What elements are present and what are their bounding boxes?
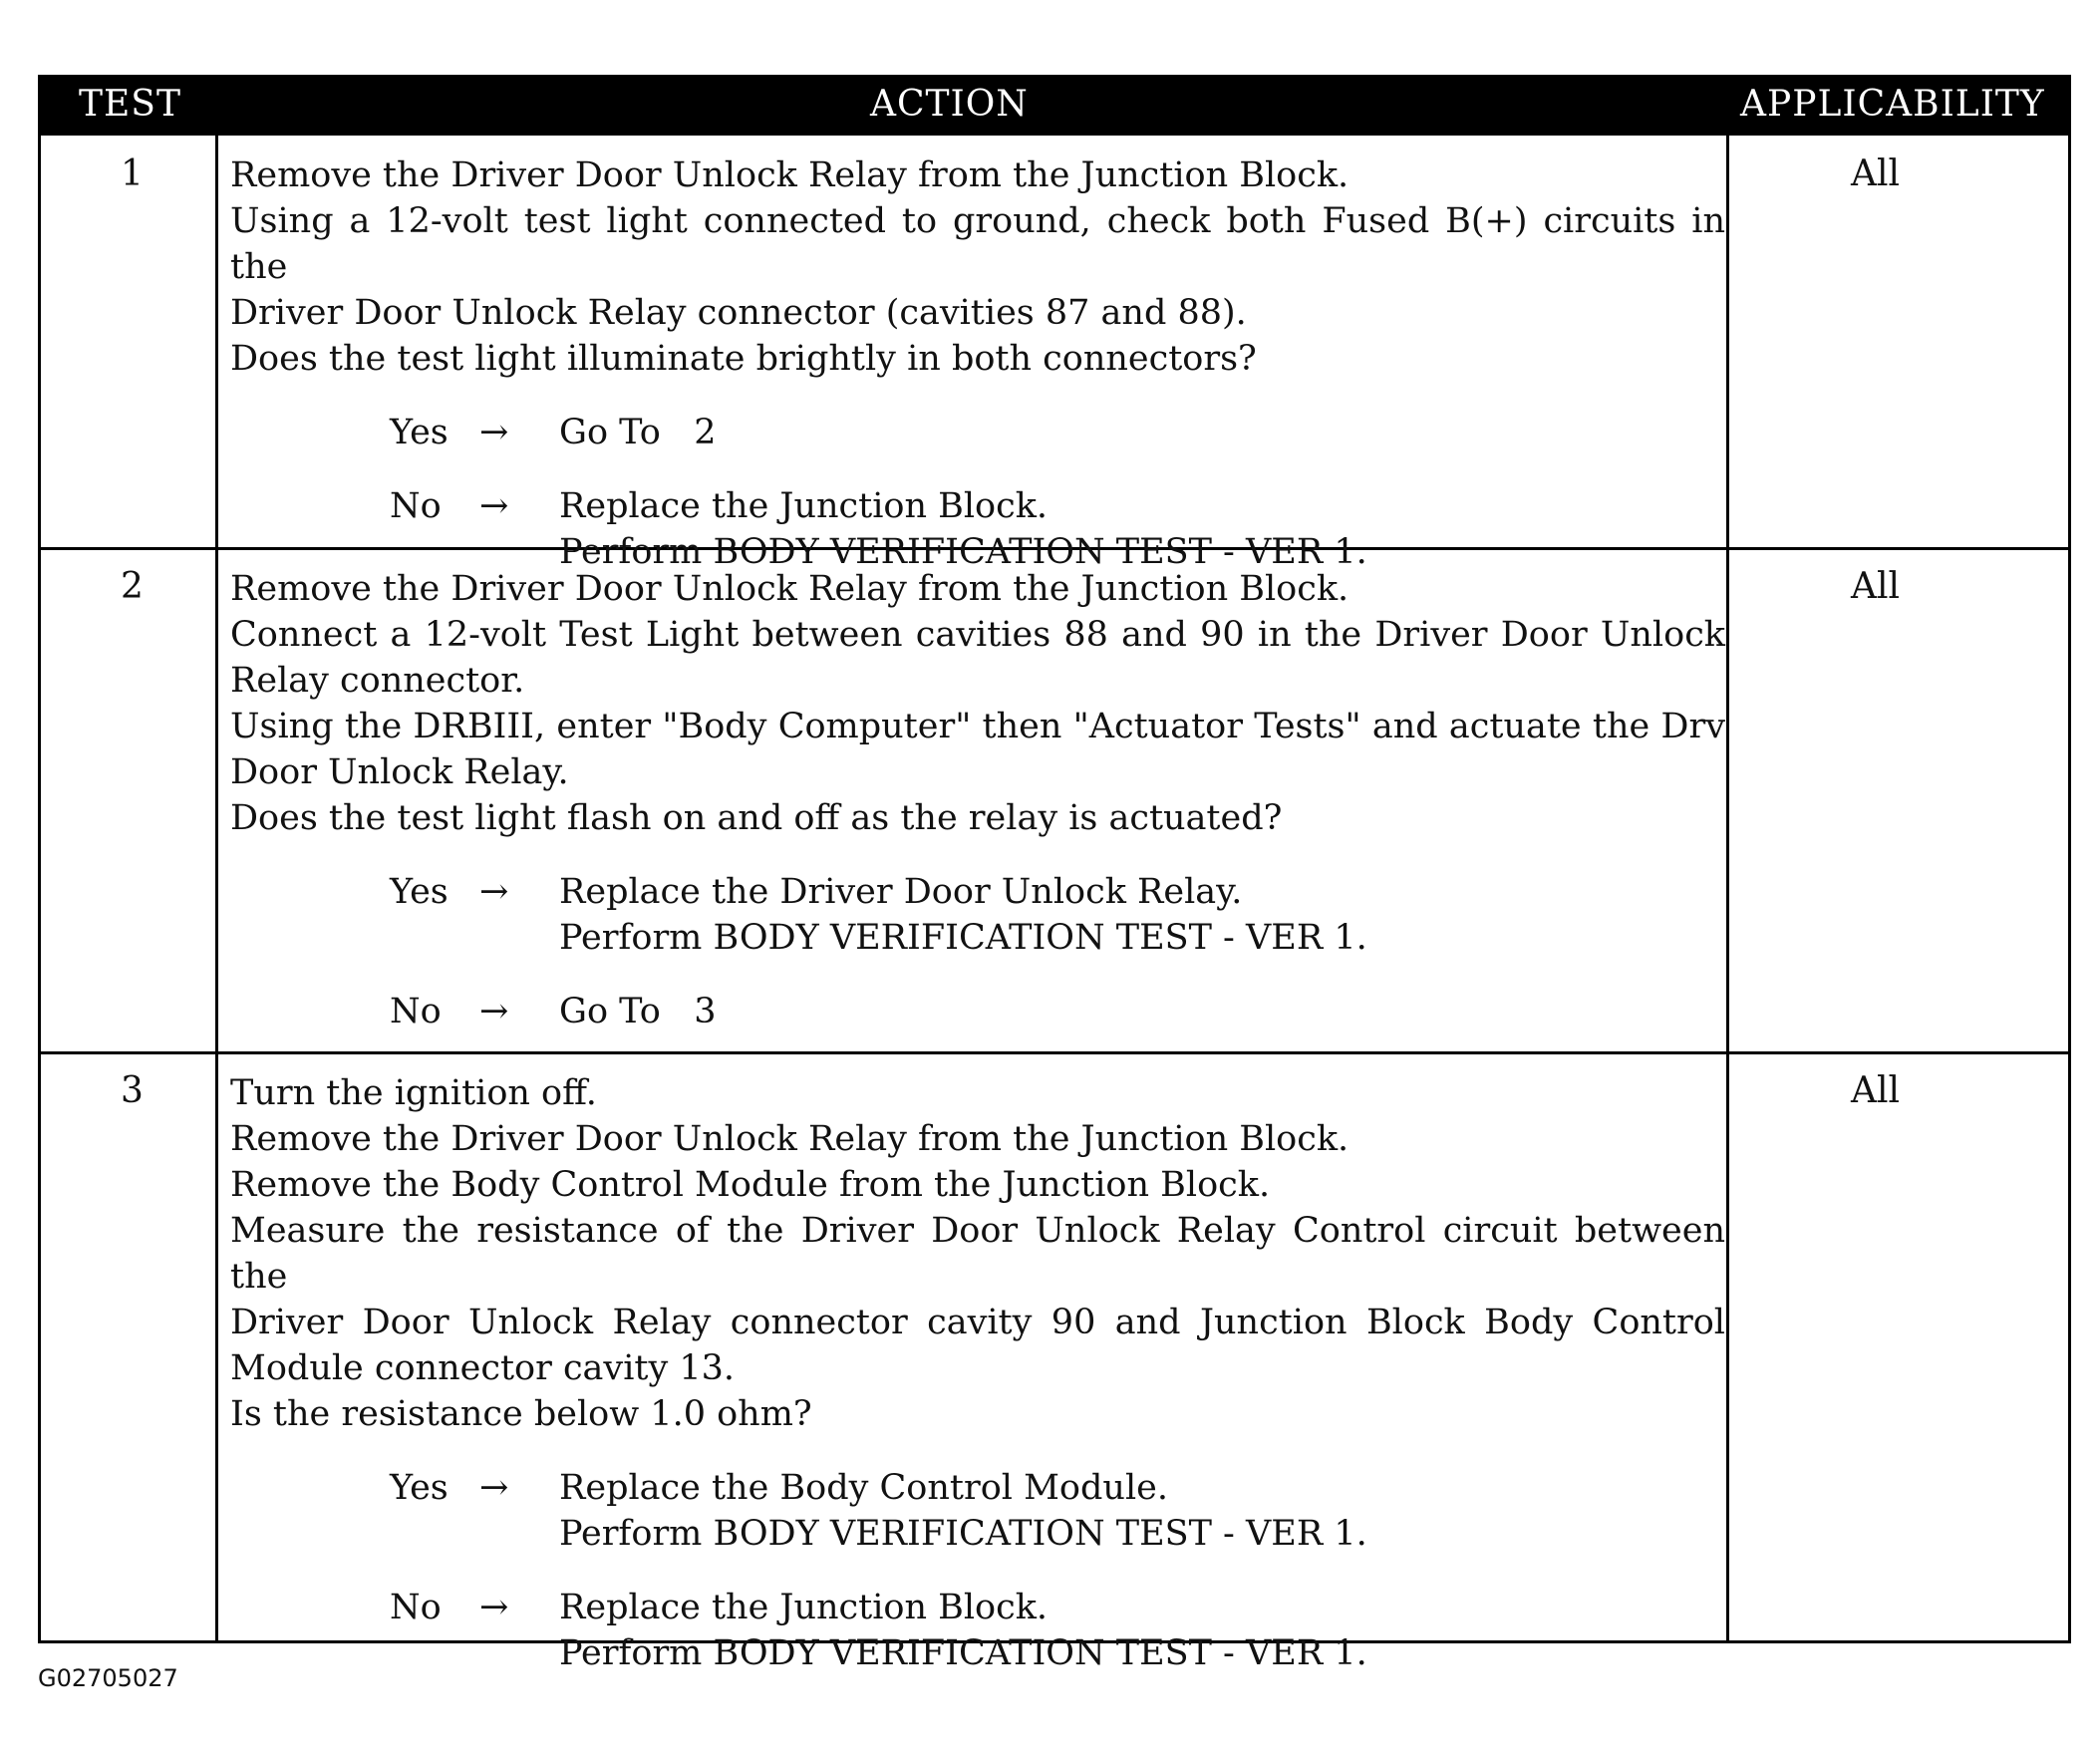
no-result	[559, 1585, 1367, 1676]
no-label: No	[390, 1588, 442, 1627]
yes-result	[559, 1465, 1367, 1557]
arrow-right-icon: →	[479, 486, 509, 526]
action-line: Measure the resistance of the Driver Door Unlock Relay Control circuit between the	[230, 1211, 1725, 1297]
figure-id: G02705027	[38, 1664, 178, 1692]
header-action: ACTION	[870, 84, 1029, 125]
result-line: Replace the Junction Block.	[559, 1588, 1049, 1627]
applicability-2: All	[1851, 566, 1901, 607]
arrow-right-icon: →	[479, 992, 509, 1031]
result-line: Go To 2	[559, 413, 717, 452]
result-line: Perform BODY VERIFICATION TEST - VER 1.	[559, 1633, 1367, 1673]
applicability-3: All	[1851, 1070, 1901, 1111]
yes-label: Yes	[390, 413, 449, 452]
action-line: Remove the Body Control Module from the Junction Block.	[230, 1165, 1271, 1205]
result-line: Perform BODY VERIFICATION TEST - VER 1.	[559, 532, 1367, 572]
no-branch	[230, 483, 1725, 575]
action-cell-2	[230, 566, 1725, 1062]
column-divider-test	[215, 136, 218, 1640]
yes-branch	[230, 869, 1725, 961]
arrow-right-icon: →	[479, 1588, 509, 1627]
no-result	[559, 989, 717, 1034]
yes-label: Yes	[390, 1468, 449, 1508]
table-header	[41, 78, 2068, 136]
yes-branch	[230, 410, 1725, 455]
no-label: No	[390, 486, 442, 526]
test-number-3: 3	[121, 1070, 144, 1111]
action-line: Module connector cavity 13.	[230, 1348, 736, 1388]
column-divider-applicability	[1726, 136, 1729, 1640]
test-number-1: 1	[121, 153, 144, 194]
yes-branch	[230, 1465, 1725, 1557]
yes-result	[559, 869, 1367, 961]
result-line: Replace the Junction Block.	[559, 486, 1049, 526]
action-line: Driver Door Unlock Relay connector (cavities 87 and 88).	[230, 293, 1247, 333]
arrow-right-icon: →	[479, 413, 509, 452]
arrow-right-icon: →	[479, 1468, 509, 1508]
arrow-right-icon: →	[479, 872, 509, 912]
result-line: Perform BODY VERIFICATION TEST - VER 1.	[559, 1514, 1367, 1554]
action-line: Remove the Driver Door Unlock Relay from the Junction Block.	[230, 569, 1350, 609]
no-branch	[230, 1585, 1725, 1676]
yes-label: Yes	[390, 872, 449, 912]
no-branch	[230, 989, 1725, 1034]
result-line: Replace the Body Control Module.	[559, 1468, 1168, 1508]
action-line: Is the resistance below 1.0 ohm?	[230, 1394, 812, 1434]
action-line: Using the DRBIII, enter "Body Computer" then "Actuator Tests" and actuate the Drv	[230, 707, 1725, 746]
header-test: TEST	[79, 84, 181, 125]
action-line: Using a 12-volt test light connected to ground, check both Fused B(+) circuits in the	[230, 201, 1725, 287]
header-applicability: APPLICABILITY	[1740, 84, 2045, 125]
action-line: Door Unlock Relay.	[230, 752, 569, 792]
action-line: Remove the Driver Door Unlock Relay from the Junction Block.	[230, 155, 1350, 195]
action-cell-3	[230, 1070, 1725, 1704]
result-line: Go To 3	[559, 992, 717, 1031]
result-line: Perform BODY VERIFICATION TEST - VER 1.	[559, 918, 1367, 958]
action-line: Does the test light illuminate brightly in both connectors?	[230, 339, 1257, 379]
applicability-1: All	[1851, 153, 1901, 194]
action-cell-1	[230, 152, 1725, 603]
diagnostic-table	[38, 75, 2071, 1673]
action-line: Remove the Driver Door Unlock Relay from the Junction Block.	[230, 1119, 1350, 1159]
action-line: Does the test light flash on and off as the relay is actuated?	[230, 798, 1283, 838]
test-number-2: 2	[121, 566, 144, 607]
no-label: No	[390, 992, 442, 1031]
no-result	[559, 483, 1367, 575]
action-line: Relay connector.	[230, 661, 525, 701]
result-line: Replace the Driver Door Unlock Relay.	[559, 872, 1243, 912]
action-line: Driver Door Unlock Relay connector cavity 90 and Junction Block Body Control	[230, 1303, 1725, 1342]
action-line: Turn the ignition off.	[230, 1073, 597, 1113]
action-line: Connect a 12-volt Test Light between cavities 88 and 90 in the Driver Door Unlock	[230, 615, 1725, 655]
yes-result	[559, 410, 717, 455]
